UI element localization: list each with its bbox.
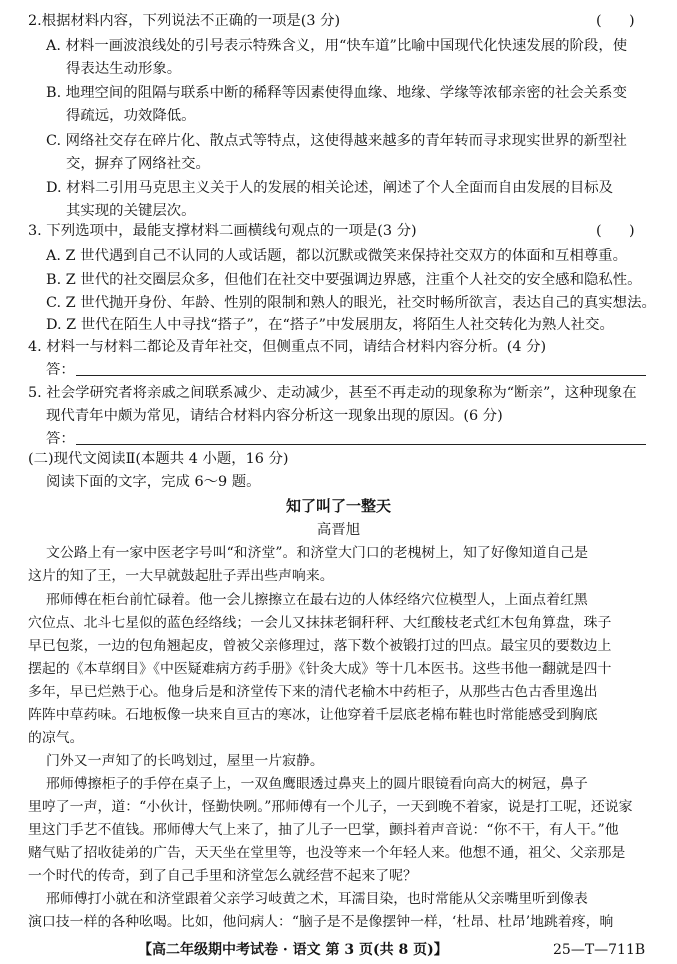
story-line: 赌气贴了招收徒弟的广告，天天坐在堂里等，也没等来一个年轻人来。他想不通，祖父、父亲那是 [28, 845, 626, 861]
story-line: 摆起的《本草纲目》《中医疑难病方药手册》《针灸大成》等十几本医书。这些书他一翻就是四十 [28, 661, 612, 677]
story-line: 一个时代的传奇，到了自己手里和济堂怎么就经营不起来了呢？ [28, 868, 417, 884]
q5-stem-line2: 现代青年中颇为常见，请结合材料内容分析这一现象出现的原因。(6 分) [46, 408, 503, 424]
story-line: 邢师傅打小就在和济堂跟着父亲学习岐黄之术，耳濡目染，也时常能从父亲嘴里听到像表 [46, 891, 588, 907]
q2-option-b-cont: 得疏远，功效降低。 [66, 108, 196, 124]
q4-stem: 4. 材料一与材料二都论及青年社交，但侧重点不同，请结合材料内容分析。(4 分) [28, 339, 547, 355]
q2-stem: 2.根据材料内容，下列说法不正确的一项是(3 分) [28, 13, 341, 29]
q3-option-c: C. Z 世代抛开身份、年龄、性别的限制和熟人的眼光，社交时畅所欲言，表达自己的真实想法。 [46, 295, 656, 311]
q3-option-b: B. Z 世代的社交圈层众多，但他们在社交中要强调边界感，注重个人社交的安全感和隐私性。 [46, 272, 642, 288]
story-line: 穴位点、北斗七星似的蓝色经络线；一会儿又抹抹老铜秆秤、大红酸枝老式红木包角算盘，珠子 [28, 615, 612, 631]
section-instruction: 阅读下面的文字，完成 6～9 题。 [46, 474, 261, 490]
story-line: 邢师傅在柜台前忙碌着。他一会儿擦擦立在最右边的人体经络穴位模型人，上面点着红黑 [46, 592, 588, 608]
story-author: 高晋旭 [316, 522, 361, 538]
story-line: 门外又一声知了的长鸣划过，屋里一片寂静。 [46, 753, 324, 769]
story-line: 多年，早已烂熟于心。他身后是和济堂传下来的清代老榆木中药柜子，从那些古色古香里逸出 [28, 684, 598, 700]
footer-title: 【高二年级期中考试卷 · 语文 第 3 页(共 8 页)】 [138, 942, 448, 958]
q2-option-a: A. 材料一画波浪线处的引号表示特殊含义，用“快车道”比喻中国现代化快速发展的阶段，使 [46, 38, 628, 54]
story-line: 阵阵中草药味。石地板像一块来自亘古的寒冰，让他穿着千层底老棉布鞋也时常能感受到胸底 [28, 707, 598, 723]
q2-option-b: B. 地理空间的阻隔与联系中断的稀释等因素使得血缘、地缘、学缘等浓郁亲密的社会关系变 [46, 85, 627, 101]
q4-answer-line[interactable] [76, 375, 646, 376]
q3-option-a: A. Z 世代遇到自己不认同的人或话题，都以沉默或微笑来保持社交双方的体面和互相尊重。 [46, 248, 627, 264]
q3-option-d: D. Z 世代在陌生人中寻找“搭子”，在“搭子”中发展朋友，将陌生人社交转化为熟人社交。 [46, 317, 614, 333]
story-line: 的凉气。 [28, 730, 84, 746]
q4-answer-label: 答： [46, 362, 75, 378]
story-line: 文公路上有一家中医老字号叫“和济堂”。和济堂大门口的老槐树上，知了好像知道自己是 [46, 545, 589, 561]
q2-option-a-cont: 得表达生动形象。 [66, 61, 182, 77]
story-line: 这片的知了王，一大早就鼓起肚子弄出些声响来。 [28, 568, 334, 584]
footer-code: 25—T—711B [553, 942, 646, 958]
q2-option-c-cont: 交，摒弃了网络社交。 [66, 156, 210, 172]
story-title: 知了叫了一整天 [285, 497, 391, 515]
q2-option-c: C. 网络社交存在碎片化、散点式等特点，这使得越来越多的青年转而寻求现实世界的新型社 [46, 133, 627, 149]
q5-stem-line1: 5. 社会学研究者将亲戚之间联系减少、走动减少，甚至不再走动的现象称为“断亲”，这种现象在 [28, 385, 637, 401]
q2-option-d-cont: 其实现的关键层次。 [66, 203, 196, 219]
story-line: 里这门手艺不值钱。邢师傅大气上来了，抽了儿子一巴掌，颤抖着声音说：“你不干，有人干。”他 [28, 822, 619, 838]
q5-answer-label: 答： [46, 431, 75, 447]
q5-answer-line[interactable] [76, 444, 646, 445]
story-line: 演口技一样的各种吆喝。比如，他问病人：“脑子是不是像摆钟一样，‘杜昂、杜昂’地跳着疼，晌 [28, 914, 614, 930]
q3-stem: 3. 下列选项中，最能支撑材料二画横线句观点的一项是(3 分) [28, 223, 417, 239]
q3-answer-paren: ( ) [596, 223, 635, 239]
story-line: 邢师傅擦柜子的手停在桌子上，一双鱼鹰眼透过鼻夹上的圆片眼镜看向高大的树冠，鼻子 [46, 776, 588, 792]
q2-answer-paren: ( ) [596, 13, 635, 29]
story-line: 里哼了一声，道：“小伙计，怪勤快咧。”邢师傅有一个儿子，一天到晚不着家，说是打工呢，还说家 [28, 799, 633, 815]
q2-option-d: D. 材料二引用马克思主义关于人的发展的相关论述，阐述了个人全面而自由发展的目标及 [46, 180, 614, 196]
story-line: 早已包浆，一边的包角翘起皮，曾被父亲修理过，落下数个被锻打过的凹点。最宝贝的要数边上 [28, 638, 612, 654]
section-heading: (二)现代文阅读Ⅱ(本题共 4 小题，16 分) [28, 451, 289, 467]
